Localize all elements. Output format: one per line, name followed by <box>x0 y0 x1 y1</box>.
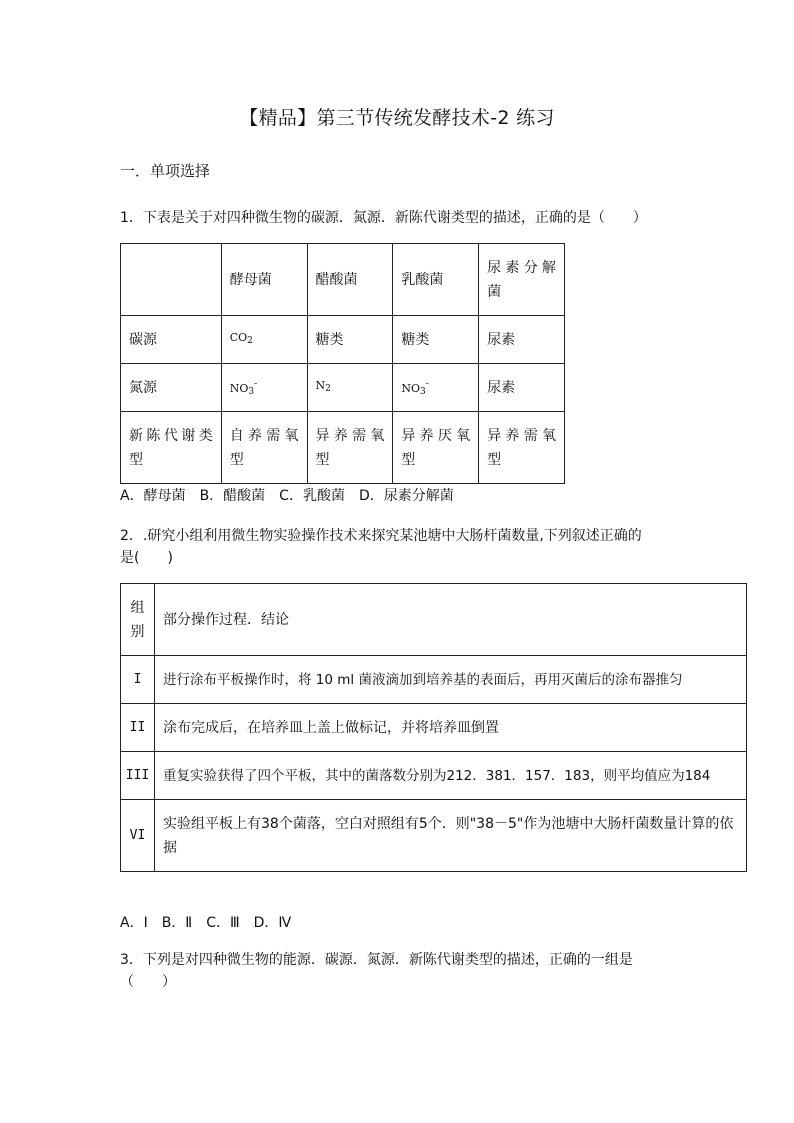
table-cell: 进行涂布平板操作时，将 10 ml 菌液滴加到培养基的表面后，再用灭菌后的涂布器推匀 <box>155 656 747 704</box>
group-cell: I <box>121 656 155 704</box>
table-row <box>121 244 565 316</box>
table-cell: 尿素 <box>479 364 565 412</box>
table-row <box>121 704 747 752</box>
table-cell: 尿素 <box>479 316 565 364</box>
table-cell: 异养厌氧型 <box>393 412 479 484</box>
table-header-cell: 醋酸菌 <box>307 244 393 316</box>
row-label: 氮源 <box>121 364 222 412</box>
table-cell: $NO_3^-$ <box>393 364 479 412</box>
table-header-cell: 尿素分解菌 <box>479 244 565 316</box>
question-2-table <box>120 583 747 872</box>
table-cell: 糖类 <box>307 316 393 364</box>
table-row <box>121 584 747 656</box>
row-label: 新陈代谢类型 <box>121 412 222 484</box>
table-cell: 重复实验获得了四个平板，其中的菌落数分别为212．381．157．183，则平均值应为184 <box>155 752 747 800</box>
question-3-stem-line-1: 3．下列是对四种微生物的能源．碳源．氮源．新陈代谢类型的描述，正确的一组是 <box>120 952 633 968</box>
table-cell: 实验组平板上有38个菌落，空白对照组有5个．则"38－5"作为池塘中大肠杆菌数量计算的依据 <box>155 800 747 872</box>
table-cell: $NO_3^-$ <box>221 364 307 412</box>
table-cell: 涂布完成后，在培养皿上盖上做标记，并将培养皿倒置 <box>155 704 747 752</box>
question-1-table <box>120 243 565 484</box>
table-cell: 异养需氧型 <box>307 412 393 484</box>
table-row <box>121 752 747 800</box>
table-cell: 糖类 <box>393 316 479 364</box>
question-3-stem-line-2: （ ） <box>120 974 176 990</box>
question-2-stem-line-1: 2．.研究小组利用微生物实验操作技术来探究某池塘中大肠杆菌数量,下列叙述正确的 <box>120 528 642 544</box>
table-header-cell: 酵母菌 <box>221 244 307 316</box>
table-cell: 自养需氧型 <box>221 412 307 484</box>
table-header-cell: 乳酸菌 <box>393 244 479 316</box>
table-row <box>121 364 565 412</box>
table-row <box>121 316 565 364</box>
table-cell: $CO_2$ <box>221 316 307 364</box>
table-header-cell: 组别 <box>121 584 155 656</box>
group-cell: III <box>121 752 155 800</box>
table-header-cell: 部分操作过程．结论 <box>155 584 747 656</box>
question-1-options: A．酵母菌 B．醋酸菌 C．乳酸菌 D．尿素分解菌 <box>120 488 454 504</box>
group-cell: VI <box>121 800 155 872</box>
table-row <box>121 800 747 872</box>
question-1-stem: 1．下表是关于对四种微生物的碳源．氮源．新陈代谢类型的描述，正确的是（ ） <box>120 210 647 226</box>
table-cell: 异养需氧型 <box>479 412 565 484</box>
table-cell: $N_2$ <box>307 364 393 412</box>
row-label: 碳源 <box>121 316 222 364</box>
question-2-stem-line-2: 是( ) <box>120 550 173 566</box>
question-2-options: A．Ⅰ B．Ⅱ C．Ⅲ D．Ⅳ <box>120 915 292 931</box>
table-row <box>121 656 747 704</box>
section-heading: 一．单项选择 <box>120 162 211 180</box>
group-cell: II <box>121 704 155 752</box>
table-row <box>121 412 565 484</box>
page-title: 【精品】第三节传统发酵技术-2 练习 <box>239 107 555 129</box>
table-cell <box>121 244 222 316</box>
